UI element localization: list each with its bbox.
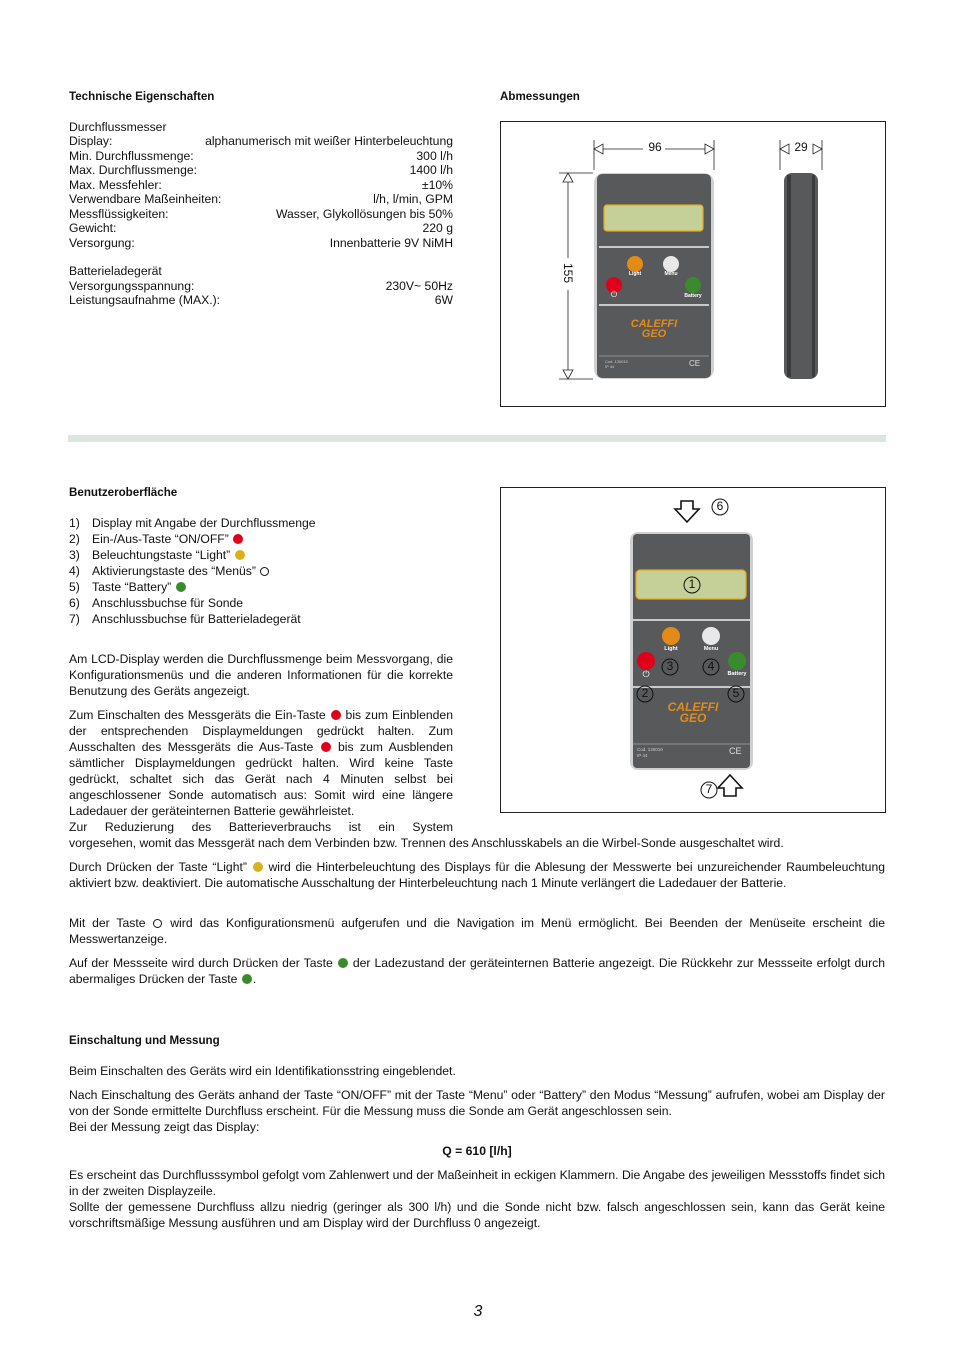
list-item [69, 563, 270, 579]
callout-4: 4 [707, 659, 715, 673]
callout-3: 3 [666, 659, 674, 673]
ce-mark: CE [729, 746, 742, 756]
red-dot-icon [321, 742, 331, 752]
callout-6: 6 [716, 499, 724, 513]
item-number: 2) [69, 532, 80, 546]
spec-value: 220 g [422, 221, 453, 235]
list-item [69, 595, 243, 611]
device-label-text [637, 747, 663, 758]
callout-2: 2 [641, 686, 649, 700]
battery-label: Battery [727, 671, 747, 677]
ui-paragraph-6 [69, 955, 885, 987]
spec-row [69, 221, 453, 236]
measure-paragraph-1: Beim Einschalten des Geräts wird ein Identifikationsstring eingeblendet. [69, 1064, 456, 1078]
spec-value: l/h, l/min, GPM [373, 192, 453, 206]
spec-label: Verwendbare Maßeinheiten: [69, 192, 222, 206]
spec-value: Innenbatterie 9V NiMH [329, 235, 453, 250]
ip-line: IP 44 [605, 364, 615, 369]
spec-label: Versorgungsspannung: [69, 278, 195, 293]
tech-heading: Technische Eigenschaften [69, 90, 215, 103]
green-dot-icon [176, 582, 186, 592]
measure-paragraph-2b: Bei der Messung zeigt das Display: [69, 1120, 260, 1134]
ip-line: IP 44 [637, 752, 648, 758]
ring-icon [260, 567, 269, 576]
charger-title: Batterieladegerät [69, 264, 162, 278]
item-text: Ein-/Aus-Taste “ON/OFF” [92, 532, 229, 546]
spec-label: Gewicht: [69, 221, 117, 235]
item-number: 4) [69, 564, 80, 578]
list-item [69, 547, 246, 563]
spec-label: Messflüssigkeiten: [69, 206, 169, 221]
item-number: 1) [69, 516, 80, 530]
measure-formula: Q = 610 [l/h] [442, 1144, 512, 1158]
p6-text-b: der Ladezustand der geräteinternen Batterie angezeigt. Die Rückkehr zur Messseite erfolgt durch abermaliges Drücken der Taste [69, 956, 886, 986]
item-text: Beleuchtungstaste “Light” [92, 548, 231, 562]
spec-row [69, 178, 453, 193]
measure-paragraph-3: Es erscheint das Durchflusssymbol gefolgt vom Zahlenwert und der Maßeinheit in eckigen Klammern. Die Angabe des jeweiligen Messstoffs findet sich in der zweiten Displayzeile. [69, 1168, 885, 1198]
ui-paragraph-1: Am LCD-Display werden die Durchflussmenge beim Messvorgang, die Konfigurationsmenüs und die anderen Informationen für die korrekte Benutzung des Geräts angezeigt. [69, 652, 453, 698]
ce-mark: CE [689, 359, 701, 368]
spec-label: Max. Durchflussmenge: [69, 163, 198, 177]
code-line: Cod. 130010 [605, 359, 628, 364]
green-dot-icon [338, 958, 348, 968]
caleffi-logo [655, 702, 731, 724]
brand-bottom-text: GEO [679, 711, 707, 725]
flowmeter-title: Durchflussmesser [69, 120, 167, 134]
spec-value: 300 l/h [416, 148, 453, 163]
spec-label: Leistungsaufnahme (MAX.): [69, 293, 221, 307]
width-dimension-label: 96 [648, 140, 662, 154]
callout-5: 5 [732, 686, 740, 700]
power-icon: ⏻ [642, 669, 650, 679]
spec-row [69, 192, 453, 207]
spec-row [69, 163, 453, 178]
dimensions-figure [500, 121, 886, 407]
p5-text-a: Mit der Taste [69, 916, 146, 930]
section-divider [68, 435, 886, 442]
dimensions-heading: Abmessungen [500, 90, 580, 103]
red-dot-icon [331, 710, 341, 720]
brand-top-text: CALEFFI [630, 318, 678, 330]
p2-text-b: bis zum Einblenden der entsprechenden Displaymeldungen gedrückt halten. Zum Ausschalten des Messgeräts die Aus-Taste [69, 708, 453, 754]
p2-text-c: bis zum Ausblenden sämtlicher Displaymeldungen gedrückt halten. Wird keine Taste gedrückt, schaltet sich das Gerät nach 4 Minuten selbst bei angeschlossener Sonde automatisch aus: Somit wird eine längere Ladedauer der geräteinternen Batterie gewährleistet. [69, 740, 453, 818]
code-line: Cod. 130010 [637, 747, 663, 752]
spec-value: 1400 l/h [409, 163, 453, 177]
list-item [69, 611, 301, 627]
brand-bottom-text: GEO [641, 328, 667, 340]
spec-value: 230V~ 50Hz [385, 278, 453, 293]
measure-heading: Einschaltung und Messung [69, 1034, 220, 1047]
spec-row [69, 293, 453, 308]
light-label: Light [628, 271, 642, 277]
spec-row [69, 236, 453, 251]
spec-value: alphanumerisch mit weißer Hinterbeleuchtung [205, 134, 453, 148]
device-label-text [605, 359, 628, 369]
menu-label: Menu [664, 271, 678, 277]
battery-label: Battery [684, 293, 702, 299]
depth-dimension-label: 29 [794, 140, 808, 154]
item-text: Aktivierungstaste des “Menüs” [92, 564, 256, 578]
list-item [69, 531, 244, 547]
menu-label: Menu [703, 646, 719, 652]
p4-text-a: Durch Drücken der Taste “Light” [69, 860, 247, 874]
ui-paragraph-3-line-1: Zur Reduzierung des Batterieverbrauchs ist ein System [69, 820, 453, 834]
item-number: 6) [69, 596, 80, 610]
ring-icon [153, 919, 162, 928]
item-text: Taste “Battery” [92, 580, 172, 594]
measure-paragraph-4: Sollte der gemessene Durchfluss allzu niedrig (geringer als 300 l/h) und die Sonde nicht bzw. falsch angeschlossen sein, kann das Gerät keine vorschriftsmäßige Messung ausführen und am Display wird der Durchfluss 0 angezeigt. [69, 1200, 885, 1230]
green-dot-icon [242, 974, 252, 984]
p5-text-b: wird das Konfigurationsmenü aufgerufen und die Navigation im Menü ermöglicht. Bei Beenden der Menüseite erscheint die Messwertanzeige. [69, 916, 886, 946]
interface-figure [500, 487, 886, 813]
ui-paragraph-3-line-2: vorgesehen, womit das Messgerät nach dem Verbinden bzw. Trennen des Anschlusskabels an die Wirbel-Sonde ausgeschaltet wird. [69, 836, 784, 850]
item-text: Anschlussbuchse für Batterieladegerät [92, 612, 301, 626]
spec-label: Min. Durchflussmenge: [69, 148, 194, 163]
ui-paragraph-2 [69, 707, 453, 819]
power-icon: ⏻ [610, 290, 618, 299]
spec-label: Versorgung: [69, 235, 135, 250]
ui-paragraph-4 [69, 859, 885, 891]
spec-value: ±10% [421, 177, 453, 192]
spec-label: Max. Messfehler: [69, 177, 162, 192]
list-item [69, 579, 187, 595]
spec-row [69, 279, 453, 294]
item-number: 7) [69, 612, 80, 626]
ui-heading: Benutzeroberfläche [69, 486, 178, 499]
list-item [69, 515, 316, 531]
page-number: 3 [473, 1303, 483, 1320]
callout-7: 7 [705, 782, 713, 796]
height-dimension-label: 155 [561, 262, 575, 284]
red-dot-icon [233, 534, 243, 544]
p6-text-c: . [252, 972, 257, 986]
p4-text-b: wird die Hinterbeleuchtung des Displays für die Ablesung der Messwerte bei unzureichender Raumbeleuchtung aktiviert bzw. deaktiviert. Die automatische Ausschaltung der Hinterbeleuchtung nach 1 Minute verlängert die Ladedauer der Batterie. [69, 860, 885, 890]
p6-text-a: Auf der Messseite wird durch Drücken der Taste [69, 956, 333, 970]
item-text: Anschlussbuchse für Sonde [92, 596, 244, 610]
item-number: 3) [69, 548, 80, 562]
callout-1: 1 [688, 577, 696, 591]
measure-paragraph-2: Nach Einschaltung des Geräts anhand der Taste “ON/OFF” mit der Taste “Menu” oder “Battery” den Modus “Messung” aufrufen, wobei am Display der von der Sonde ermittelte Durchfluss erscheint. Für die Messung muss die Sonde am Gerät angeschlossen sein. [69, 1088, 885, 1118]
p2-text-a: Zum Einschalten des Messgeräts die Ein-Taste [69, 708, 326, 722]
item-number: 5) [69, 580, 80, 594]
interface-drawing [501, 488, 885, 812]
brand-top-text: CALEFFI [667, 700, 719, 714]
spec-row [69, 134, 453, 149]
caleffi-logo [619, 319, 689, 339]
ui-paragraph-5 [69, 915, 885, 947]
spec-value: 6W [434, 293, 453, 307]
light-label: Light [664, 646, 678, 652]
yellow-dot-icon [235, 550, 245, 560]
spec-label: Display: [69, 134, 113, 148]
item-text: Display mit Angabe der Durchflussmenge [92, 516, 316, 530]
spec-row [69, 149, 453, 164]
spec-row [69, 207, 453, 222]
yellow-dot-icon [253, 862, 263, 872]
spec-value: Wasser, Glykollösungen bis 50% [275, 206, 453, 221]
